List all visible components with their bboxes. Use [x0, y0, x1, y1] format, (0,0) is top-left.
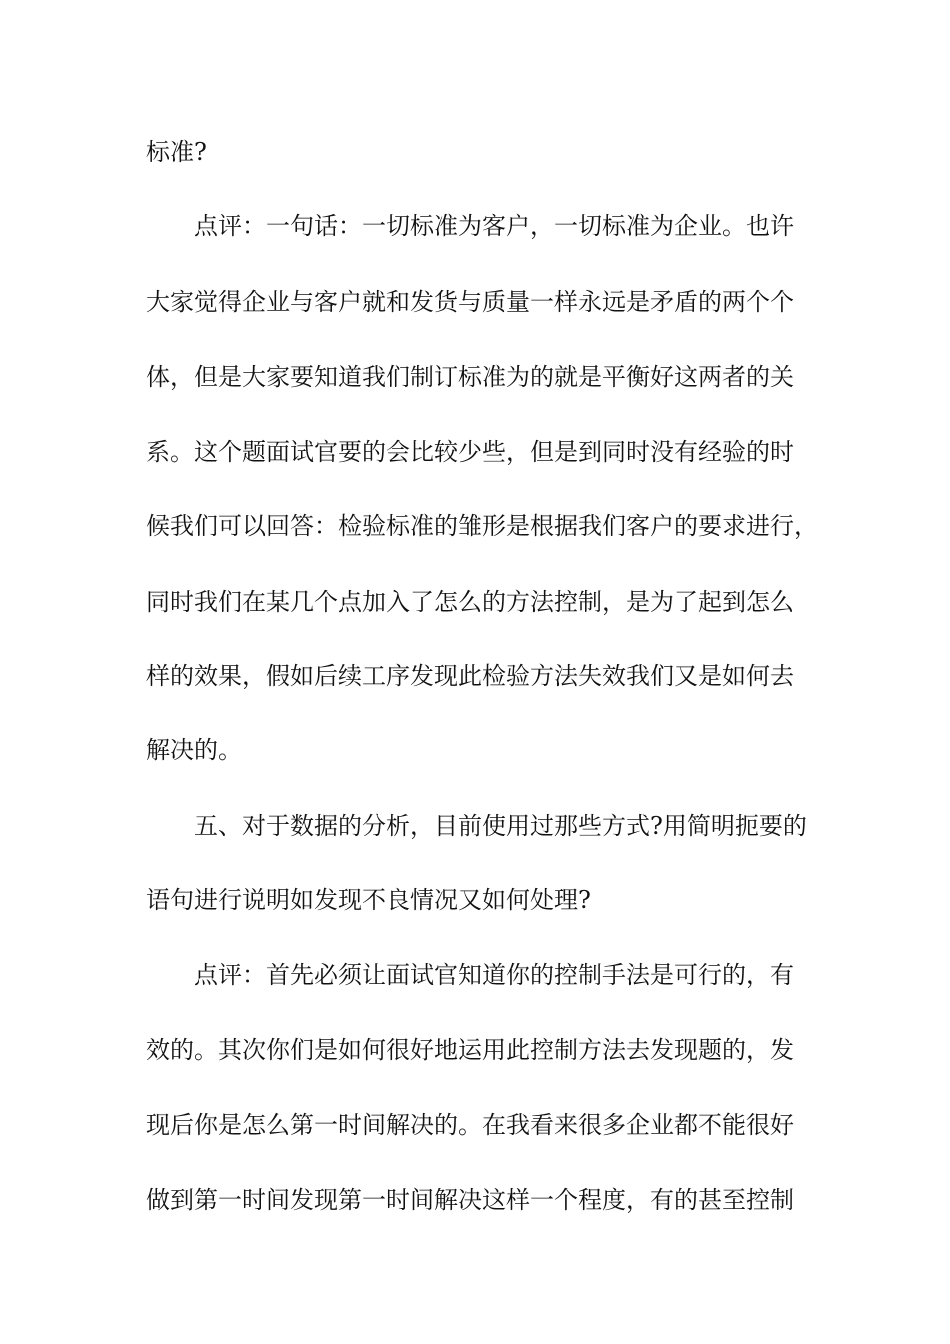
text-line: 大家觉得企业与客户就和发货与质量一样永远是矛盾的两个个 — [146, 288, 794, 316]
text-line: 做到第一时间发现第一时间解决这样一个程度，有的甚至控制 — [146, 1186, 794, 1214]
text-line: 候我们可以回答：检验标准的雏形是根据我们客户的要求进行， — [146, 512, 818, 540]
paragraph-start-line: 点评：首先必须让面试官知道你的控制手法是可行的，有 — [194, 961, 794, 989]
text-line: 现后你是怎么第一时间解决的。在我看来很多企业都不能很好 — [146, 1111, 794, 1139]
text-line: 体，但是大家要知道我们制订标准为的就是平衡好这两者的关 — [146, 363, 794, 391]
text-line: 解决的。 — [146, 736, 242, 764]
paragraph-start-line: 点评：一句话：一切标准为客户，一切标准为企业。也许 — [194, 212, 794, 240]
text-line: 同时我们在某几个点加入了怎么的方法控制，是为了起到怎么 — [146, 588, 794, 616]
text-line: 标准? — [146, 138, 207, 166]
text-line: 系。这个题面试官要的会比较少些，但是到同时没有经验的时 — [146, 438, 794, 466]
section-heading-line: 五、对于数据的分析，目前使用过那些方式?用简明扼要的 — [194, 812, 807, 840]
text-line: 语句进行说明如发现不良情况又如何处理? — [146, 886, 591, 914]
text-line: 效的。其次你们是如何很好地运用此控制方法去发现题的，发 — [146, 1036, 794, 1064]
text-line: 样的效果，假如后续工序发现此检验方法失效我们又是如何去 — [146, 662, 794, 690]
